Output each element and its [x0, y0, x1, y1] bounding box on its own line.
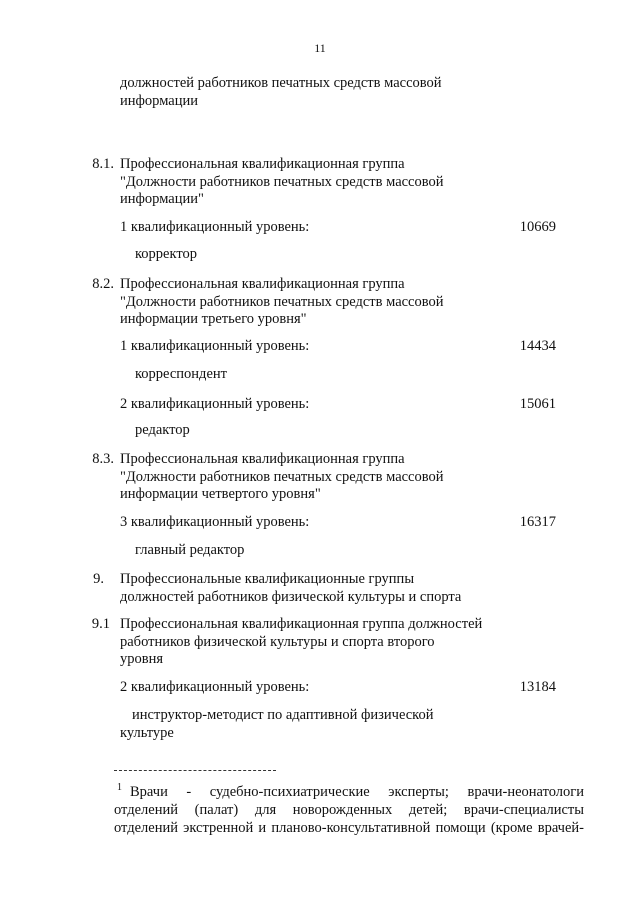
intro-text	[120, 75, 480, 110]
level-label: 3 квалификационный уровень:	[120, 514, 310, 530]
level-label: 1 квалификационный уровень:	[120, 219, 310, 235]
intro-line: должностей работников печатных средств массовой	[120, 75, 442, 91]
salary-value: 14434	[519, 338, 556, 354]
job-title-line: культуре	[120, 724, 174, 741]
group-title	[120, 451, 480, 504]
job-title: главный редактор	[135, 542, 245, 558]
salary-value: 13184	[519, 679, 556, 695]
level-label: 2 квалификационный уровень:	[120, 679, 310, 695]
job-title-line: инструктор-методист по адаптивной физической	[132, 707, 434, 723]
group-title-line: "Должности работников печатных средств массовой	[120, 173, 444, 190]
group-title	[120, 156, 480, 209]
salary-value: 16317	[519, 514, 556, 530]
group-number: 8.2.	[92, 276, 114, 292]
group-title-line: Профессиональная квалификационная группа	[120, 451, 405, 467]
group-title-line: информации"	[120, 191, 204, 207]
group-title-line: информации четвертого уровня"	[120, 486, 321, 502]
level-label: 2 квалификационный уровень:	[120, 396, 310, 412]
footnote-marker: 1	[117, 782, 122, 793]
group-title-line: работников физической культуры и спорта второго	[120, 633, 435, 650]
job-title: корреспондент	[135, 366, 227, 382]
job-title: корректор	[135, 246, 197, 262]
footnote-text: Врачи - судебно-психиатрические эксперты; врачи-неонатологи отделений (палат) для новорожденных детей; врачи-специалисты отделений экстренной и планово-консультативной помощи (кроме врачей-	[114, 784, 584, 836]
job-title	[120, 707, 480, 742]
footnote-separator	[114, 770, 276, 771]
group-title	[120, 276, 480, 329]
group-title-line: должностей работников физической культуры и спорта	[120, 588, 462, 605]
salary-value: 15061	[519, 396, 556, 412]
job-title: редактор	[135, 422, 190, 438]
group-title-line: информации третьего уровня"	[120, 311, 307, 327]
page-number: 11	[314, 41, 326, 55]
group-title-line: Профессиональная квалификационная группа	[120, 276, 405, 292]
group-title-line: "Должности работников печатных средств массовой	[120, 293, 444, 310]
group-title-line: Профессиональная квалификационная группа должностей	[120, 616, 483, 632]
salary-value: 10669	[519, 219, 556, 235]
group-title-line: Профессиональная квалификационная группа	[120, 156, 405, 172]
group-number: 9.1	[91, 616, 110, 632]
group-title	[120, 616, 510, 669]
group-title-line: уровня	[120, 651, 164, 667]
group-number: 8.1.	[92, 156, 114, 172]
intro-line: информации	[120, 92, 198, 109]
group-title	[120, 571, 500, 606]
group-number: 8.3.	[92, 451, 114, 467]
group-title-line: Профессиональные квалификационные группы	[120, 571, 415, 587]
level-label: 1 квалификационный уровень:	[120, 338, 310, 354]
group-number: 9.	[93, 571, 104, 587]
group-title-line: "Должности работников печатных средств массовой	[120, 468, 444, 485]
